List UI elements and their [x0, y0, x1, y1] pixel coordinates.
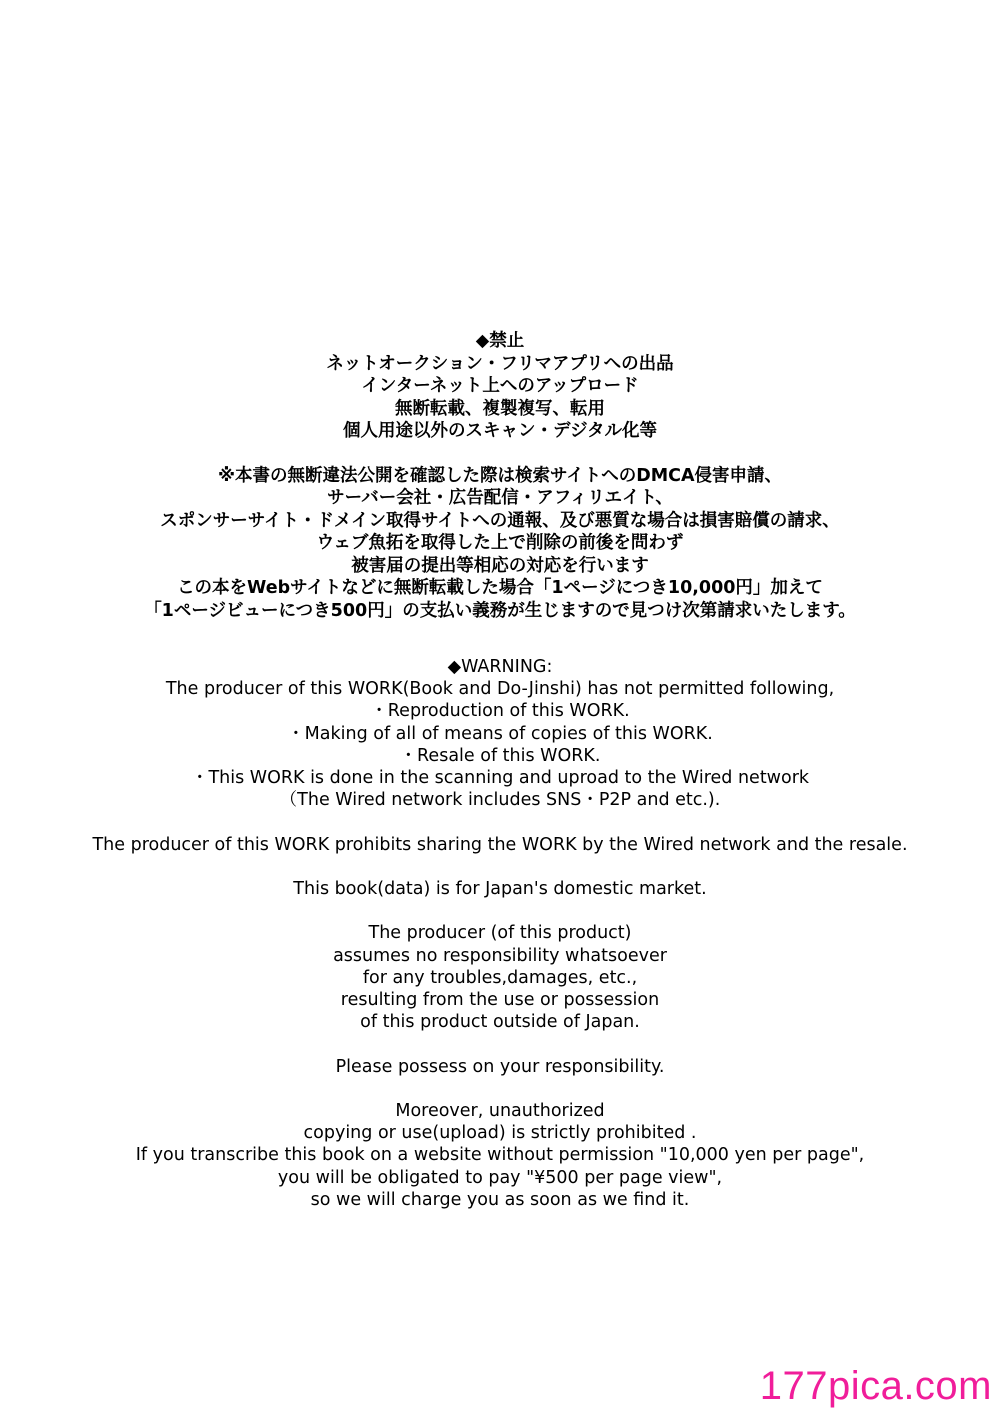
spacer	[0, 443, 1000, 465]
en-heading: ◆WARNING:	[447, 657, 553, 677]
en-sharing-line: The producer of this WORK prohibits sharing the WORK by the Wired network and the resale.	[92, 834, 908, 855]
spacer	[0, 811, 1000, 833]
en-intro-line: ・Reproduction of this WORK.	[370, 701, 630, 722]
en-responsibility-line: The producer (of this product)	[368, 923, 632, 944]
en-intro-line: ・Resale of this WORK.	[399, 745, 601, 766]
en-moreover-line: copying or use(upload) is strictly prohibited .	[303, 1123, 697, 1144]
en-responsibility-line: for any troubles,damages, etc.,	[362, 967, 638, 988]
jp-penalty-line: ウェブ魚拓を取得した上で削除の前後を問わず	[316, 533, 684, 554]
jp-prohibited-item: 無断転載、複製複写、転用	[395, 398, 605, 419]
spacer	[0, 900, 1000, 922]
en-responsibility-line: assumes no responsibility whatsoever	[333, 945, 667, 966]
spacer	[0, 1078, 1000, 1100]
jp-prohibited-item: インターネット上へのアップロード	[361, 376, 639, 396]
spacer	[0, 1033, 1000, 1055]
en-intro-line: ・This WORK is done in the scanning and uproad to the Wired network	[190, 768, 810, 789]
en-responsibility-line: of this product outside of Japan.	[360, 1012, 640, 1033]
jp-penalty-line: ※本書の無断違法公開を確認した際は検索サイトへのDMCA侵害申請、	[217, 465, 783, 486]
en-moreover-line: If you transcribe this book on a website without permission "10,000 yen per page",	[135, 1145, 865, 1166]
en-responsibility-line: resulting from the use or possession	[340, 990, 660, 1010]
jp-heading: ◆禁止	[475, 331, 525, 351]
jp-prohibited-item: ネットオークション・フリマアプリへの出品	[326, 353, 674, 374]
english-notice	[0, 656, 1000, 1211]
en-intro-line: The producer of this WORK(Book and Do-Jinshi) has not permitted following,	[165, 679, 835, 700]
site-watermark: 177pica.com	[759, 1364, 992, 1408]
en-possess-line: Please possess on your responsibility.	[335, 1056, 665, 1077]
jp-penalty-line: この本をWebサイトなどに無断転載した場合「1ページにつき10,000円」加えて	[177, 578, 823, 599]
jp-penalty-line: サーバー会社・広告配信・アフィリエイト、	[327, 488, 673, 509]
jp-penalty-line: スポンサーサイト・ドメイン取得サイトへの通報、及び悪質な場合は損害賠償の請求、	[160, 510, 840, 531]
japanese-notice	[0, 330, 1000, 622]
spacer	[0, 856, 1000, 878]
en-intro-line: ・Making of all of means of copies of this WORK.	[287, 723, 713, 744]
jp-penalty-line: 被害届の提出等相応の対応を行います	[351, 555, 649, 576]
en-market-line: This book(data) is for Japan's domestic market.	[293, 879, 707, 899]
en-moreover-line: so we will charge you as soon as we find it.	[310, 1189, 690, 1210]
en-moreover-line: you will be obligated to pay "¥500 per page view",	[277, 1167, 723, 1188]
jp-penalty-line: 「1ページビューにつき500円」の支払い義務が生じますので見つけ次第請求いたします。	[144, 600, 856, 621]
en-intro-line: （The Wired network includes SNS・P2P and etc.).	[279, 790, 721, 811]
en-moreover-line: Moreover, unauthorized	[395, 1100, 605, 1121]
jp-prohibited-item: 個人用途以外のスキャン・デジタル化等	[343, 421, 657, 441]
